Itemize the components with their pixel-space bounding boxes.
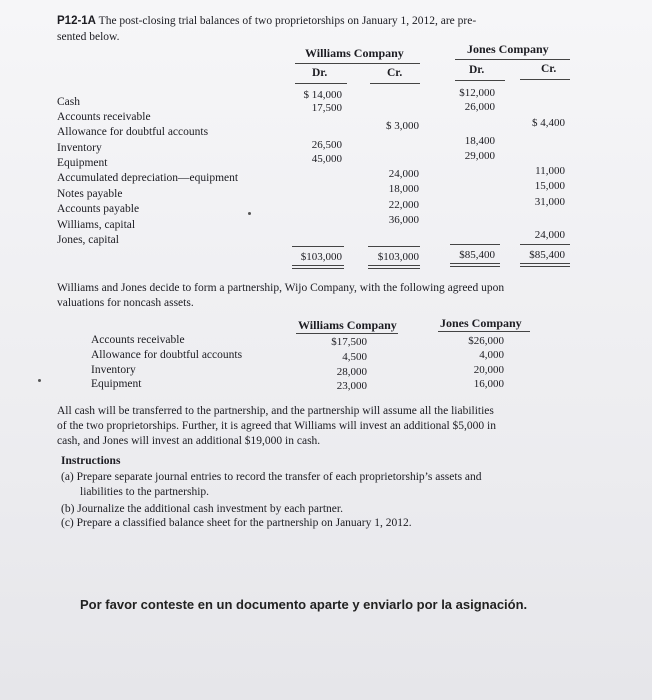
jones-dr-ar: 26,000	[464, 101, 495, 113]
williams-cr-allowance: $ 3,000	[386, 120, 419, 132]
valuation-jones-allowance: 4,000	[479, 349, 504, 361]
valuation-williams-header: Williams Company	[298, 318, 397, 332]
valuation-inventory-label: Inventory	[91, 364, 136, 376]
account-williams-capital: Williams, capital	[57, 219, 136, 231]
valuation-equipment-label: Equipment	[91, 378, 142, 390]
account-allowance: Allowance for doubtful accounts	[57, 126, 209, 138]
instruction-a-line2: liabilities to the partnership.	[80, 486, 210, 498]
williams-dr-cash: $ 14,000	[303, 89, 342, 101]
williams-dr-total: $103,000	[300, 251, 342, 263]
problem-title	[57, 15, 476, 27]
account-cash: Cash	[57, 96, 80, 108]
jones-dr-total: $85,400	[459, 249, 495, 261]
valuation-williams-ar: $17,500	[331, 336, 367, 348]
transfer-line3: cash, and Jones will invest an additional $19,000 in cash.	[57, 435, 321, 447]
account-inventory: Inventory	[57, 142, 102, 154]
williams-cr-williams-capital: 36,000	[388, 214, 419, 226]
account-accum-depreciation: Accumulated depreciation—equipment	[57, 172, 239, 184]
williams-cr-header: Cr.	[387, 67, 403, 79]
valuation-allowance-label: Allowance for doubtful accounts	[91, 349, 243, 361]
account-jones-capital: Jones, capital	[57, 234, 119, 246]
instruction-c: (c) Prepare a classified balance sheet for the partnership on January 1, 2012.	[61, 517, 412, 529]
valuation-jones-inventory: 20,000	[473, 364, 504, 376]
partnership-line2: valuations for noncash assets.	[57, 297, 194, 309]
jones-cr-allowance: $ 4,400	[532, 117, 565, 129]
williams-cr-accounts-payable: 22,000	[388, 199, 419, 211]
problem-intro-line1: The post-closing trial balances of two proprietorships on January 1, 2012, are pre-	[98, 15, 477, 27]
valuation-williams-equipment: 23,000	[336, 380, 367, 392]
jones-dr-equipment: 29,000	[464, 150, 495, 162]
jones-cr-header: Cr.	[541, 63, 557, 75]
assignment-note: Por favor conteste en un documento aparte y enviarlo por la asignación.	[80, 597, 528, 612]
instructions-heading: Instructions	[61, 455, 121, 467]
jones-dr-inventory: 18,400	[464, 135, 495, 147]
account-notes-payable: Notes payable	[57, 188, 123, 200]
problem-intro-line2: sented below.	[57, 31, 120, 43]
jones-cr-notes-payable: 15,000	[534, 180, 565, 192]
williams-cr-notes-payable: 18,000	[388, 183, 419, 195]
instruction-a-line1: (a) Prepare separate journal entries to record the transfer of each proprietorship’s assets and	[61, 471, 482, 483]
jones-dr-header: Dr.	[469, 64, 485, 76]
williams-dr-equipment: 45,000	[311, 153, 342, 165]
williams-cr-total: $103,000	[377, 251, 419, 263]
williams-dr-inventory: 26,500	[311, 139, 342, 151]
williams-company-header: Williams Company	[305, 46, 404, 60]
account-accounts-payable: Accounts payable	[57, 203, 140, 215]
jones-cr-accum-dep: 11,000	[535, 165, 565, 177]
account-accounts-receivable: Accounts receivable	[57, 111, 151, 123]
jones-cr-total: $85,400	[529, 249, 565, 261]
problem-id: P12-1A	[57, 15, 96, 27]
williams-dr-ar: 17,500	[311, 102, 342, 114]
transfer-line1: All cash will be transferred to the partnership, and the partnership will assume all the liabilities	[57, 405, 494, 417]
valuation-jones-ar: $26,000	[468, 335, 504, 347]
jones-dr-cash: $12,000	[459, 87, 495, 99]
jones-cr-accounts-payable: 31,000	[534, 196, 565, 208]
valuation-williams-inventory: 28,000	[336, 366, 367, 378]
instruction-b: (b) Journalize the additional cash investment by each partner.	[61, 503, 343, 515]
partnership-line1: Williams and Jones decide to form a partnership, Wijo Company, with the following agreed upon	[57, 282, 505, 294]
jones-cr-jones-capital: 24,000	[534, 229, 565, 241]
jones-company-header: Jones Company	[467, 42, 549, 56]
valuation-jones-equipment: 16,000	[473, 378, 504, 390]
williams-cr-accum-dep: 24,000	[388, 168, 419, 180]
valuation-ar-label: Accounts receivable	[91, 334, 185, 346]
williams-dr-header: Dr.	[312, 67, 328, 79]
transfer-line2: of the two proprietorships. Further, it is agreed that Williams will invest an additional $5,000 in	[57, 420, 496, 432]
account-equipment: Equipment	[57, 157, 108, 169]
valuation-jones-header: Jones Company	[440, 316, 522, 330]
valuation-williams-allowance: 4,500	[342, 351, 367, 363]
